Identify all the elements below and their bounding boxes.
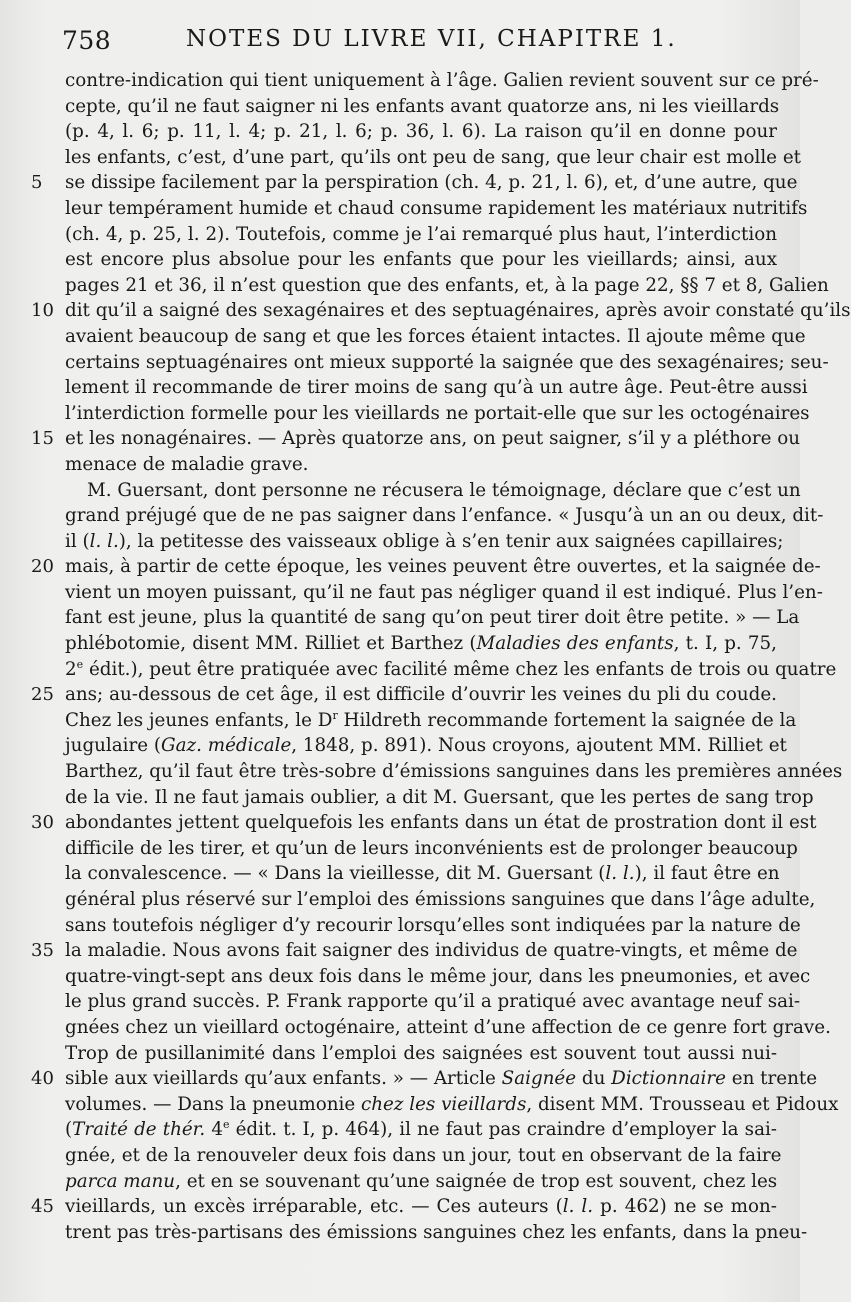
line-number: 10 <box>31 300 54 322</box>
text-line <box>31 170 798 196</box>
text-line <box>65 836 798 862</box>
text-segment: menace de maladie grave. <box>65 453 309 475</box>
text-segment: gnée, et de la renouveler deux fois dans un jour, tout en observant de la faire <box>65 1144 782 1166</box>
text-line <box>65 733 787 759</box>
text-line <box>65 1015 831 1041</box>
line-number: 5 <box>31 172 43 194</box>
text-segment: de la vie. Il ne faut jamais oublier, a dit M. Guersant, que les pertes de sang trop <box>65 786 814 808</box>
text-segment: édit.), peut être pratiquée avec facilité même chez les enfants de trois ou quatre <box>83 658 837 680</box>
text-segment: , et en se souvenant qu’une saignée de trop est souvent, chez les <box>175 1170 778 1192</box>
text-segment: p. 462) ne se mon- <box>593 1196 777 1218</box>
text-segment: , 1848, p. 891). Nous croyons, ajoutent MM. Rilliet et <box>291 735 787 757</box>
line-number: 40 <box>31 1068 54 1090</box>
text-segment: est encore plus absolue pour les enfants que pour les vieillards; ainsi, aux <box>65 249 777 271</box>
line-number: 30 <box>31 812 54 834</box>
italic-text-segment: Traité de thér. <box>72 1119 206 1141</box>
text-segment: édit. t. I, p. 464), il ne faut pas craindre d’employer la sai- <box>229 1119 777 1141</box>
notes-body-text <box>31 68 851 1245</box>
text-line <box>65 913 801 939</box>
text-line <box>65 964 811 990</box>
text-segment: Barthez, qu’il faut être très-sobre d’émissions sanguines dans les premières années <box>65 761 843 783</box>
text-segment: jugulaire ( <box>65 735 162 757</box>
italic-text-segment: Saignée <box>501 1068 577 1090</box>
text-segment: ans; au-dessous de cet âge, il est difficile d’ouvrir les veines du pli du coude. <box>65 684 777 706</box>
text-segment: , t. I, p. 75, <box>673 633 777 655</box>
text-segment: cepte, qu’il ne faut saigner ni les enfants avant quatorze ans, ni les vieillards <box>65 95 780 117</box>
text-segment: mais, à partir de cette époque, les veines peuvent être ouvertes, et la saignée de- <box>65 556 821 578</box>
text-segment: la maladie. Nous avons fait saigner des individus de quatre-vingts, et même de <box>65 940 798 962</box>
text-line <box>65 1143 782 1169</box>
text-line <box>65 657 837 683</box>
text-line <box>65 529 784 555</box>
text-line <box>31 810 817 836</box>
text-segment: volumes. — Dans la pneumonie <box>65 1093 361 1115</box>
text-line <box>65 247 777 273</box>
text-line <box>65 196 808 222</box>
text-line <box>65 401 810 427</box>
text-line <box>65 1169 777 1195</box>
text-line <box>31 938 798 964</box>
text-segment: sans toutefois négliger d’y recourir lorsqu’elles sont indiquées par la nature de <box>65 914 801 936</box>
text-segment: la convalescence. — « Dans la vieillesse, dit M. Guersant ( <box>65 863 606 885</box>
text-line <box>65 478 801 504</box>
line-number: 25 <box>31 684 54 706</box>
text-segment: et les nonagénaires. — Après quatorze ans, on peut saigner, s’il y a pléthore ou <box>65 428 801 450</box>
text-segment: ( <box>65 1119 73 1141</box>
text-line <box>65 861 780 887</box>
text-segment: vieillards, un excès irréparable, etc. — Ces auteurs ( <box>65 1196 563 1218</box>
text-line <box>65 887 816 913</box>
text-line <box>65 145 801 171</box>
text-segment: du <box>576 1068 612 1090</box>
line-number: 45 <box>31 1196 54 1218</box>
text-segment: grand préjugé que de ne pas saigner dans l’enfance. « Jusqu’à un an ou deux, dit- <box>65 505 824 527</box>
text-line <box>31 426 801 452</box>
italic-text-segment: chez les vieillards <box>360 1093 527 1115</box>
text-line <box>65 989 801 1015</box>
text-segment: difficile de les tirer, et qu’un de leurs inconvénients est de prolonger beaucoup <box>65 837 798 859</box>
text-line <box>65 1117 777 1143</box>
text-segment: ), la petitesse des vaisseaux oblige à s’en tenir aux saignées capillaires; <box>118 530 784 552</box>
text-segment: vient un moyen puissant, qu’il ne faut pas négliger quand il est indiqué. Plus l’en- <box>65 581 823 603</box>
text-segment: quatre-vingt-sept ans deux fois dans le même jour, dans les pneumonies, et avec <box>65 965 811 987</box>
text-line <box>65 222 777 248</box>
text-segment: certains septuagénaires ont mieux supporté la saignée que des sexagénaires; seu- <box>65 351 829 373</box>
page-number: 758 <box>62 26 112 55</box>
italic-text-segment: parca manu <box>65 1170 176 1192</box>
text-segment: (p. 4, l. 6; p. 11, l. 4; p. 21, l. 6; p. 36, l. 6). La raison qu’il en donne pour <box>65 121 777 143</box>
text-line <box>65 1092 839 1118</box>
page-header <box>62 26 760 66</box>
italic-text-segment: Dictionnaire <box>611 1068 726 1090</box>
text-line <box>31 554 821 580</box>
italic-text-segment: Maladies des enfants <box>476 633 674 655</box>
text-line <box>31 298 851 324</box>
italic-text-segment: l. l. <box>605 863 635 885</box>
text-segment: gnées chez un vieillard octogénaire, atteint d’une affection de ce genre fort grave. <box>65 1016 831 1038</box>
superscript: e <box>222 1118 230 1132</box>
text-line <box>65 452 777 478</box>
text-line <box>31 682 777 708</box>
text-segment: phlébotomie, disent MM. Rilliet et Barthez ( <box>65 633 477 655</box>
text-line <box>65 119 777 145</box>
text-line <box>65 273 829 299</box>
italic-text-segment: Gaz. médicale <box>161 735 292 757</box>
text-segment: 4 <box>205 1119 223 1141</box>
text-segment: leur tempérament humide et chaud consume rapidement les matériaux nutritifs <box>65 197 808 219</box>
text-segment: se dissipe facilement par la perspiration (ch. 4, p. 21, l. 6), et, d’une autre, que <box>65 172 798 194</box>
text-line <box>65 375 808 401</box>
text-segment: il ( <box>65 530 90 552</box>
text-segment: abondantes jettent quelquefois les enfants dans un état de prostration dont il est <box>65 812 817 834</box>
text-segment: fant est jeune, plus la quantité de sang qu’on peut tirer doit être petite. » — La <box>65 607 800 629</box>
line-number: 20 <box>31 556 54 578</box>
text-segment: pages 21 et 36, il n’est question que des enfants, et, à la page 22, §§ 7 et 8, Galien <box>65 274 829 296</box>
text-segment: lement il recommande de tirer moins de sang qu’à un autre âge. Peut-être aussi <box>65 377 808 399</box>
text-segment: M. Guersant, dont personne ne récusera le témoignage, déclare que c’est un <box>87 479 801 501</box>
text-line <box>65 605 800 631</box>
text-line <box>65 1220 808 1246</box>
text-line <box>65 1041 777 1067</box>
text-segment: en trente <box>725 1068 818 1090</box>
text-line <box>65 759 843 785</box>
text-segment: général plus réservé sur l’emploi des émissions sanguines que dans l’âge adulte, <box>65 889 816 910</box>
italic-text-segment: l. l. <box>562 1196 594 1218</box>
text-segment: (ch. 4, p. 25, l. 2). Toutefois, comme je l’ai remarqué plus haut, l’interdiction <box>65 223 777 245</box>
text-segment: 2 <box>65 658 77 680</box>
text-line <box>31 1066 818 1092</box>
text-segment: , disent MM. Trousseau et Pidoux <box>526 1093 839 1115</box>
running-title: NOTES DU LIVRE VII, CHAPITRE 1. <box>186 26 677 52</box>
text-segment: Hildreth recommande fortement la saignée de la <box>337 709 797 731</box>
text-segment: Chez les jeunes enfants, le D <box>65 709 333 731</box>
text-segment: sible aux vieillards qu’aux enfants. » — Article <box>65 1068 502 1090</box>
text-segment: contre-indication qui tient uniquement à l’âge. Galien revient souvent sur ce pré- <box>65 70 819 91</box>
text-line <box>65 631 777 657</box>
text-line <box>65 580 823 606</box>
text-line <box>65 94 780 120</box>
text-segment: trent pas très-partisans des émissions sanguines chez les enfants, dans la pneu- <box>65 1221 808 1243</box>
text-segment: l’interdiction formelle pour les vieillards ne portait-elle que sur les octogénaires <box>65 402 810 424</box>
text-segment: ), il faut être en <box>634 863 780 885</box>
text-segment: le plus grand succès. P. Frank rapporte qu’il a pratiqué avec avantage neuf sai- <box>65 991 801 1013</box>
superscript: r <box>332 708 338 722</box>
superscript: e <box>76 657 84 671</box>
italic-text-segment: l. l. <box>89 530 119 552</box>
text-line <box>65 785 814 811</box>
line-number: 35 <box>31 940 54 962</box>
text-segment: Trop de pusillanimité dans l’emploi des saignées est souvent tout aussi nui- <box>65 1042 777 1064</box>
text-segment: dit qu’il a saigné des sexagénaires et des septuagénaires, après avoir constaté qu’ils <box>65 300 851 322</box>
text-line <box>65 708 797 734</box>
text-segment: les enfants, c’est, d’une part, qu’ils ont peu de sang, que leur chair est molle et <box>65 146 801 168</box>
text-line <box>65 324 806 350</box>
text-line <box>65 350 829 376</box>
text-line <box>65 68 819 94</box>
line-number: 15 <box>31 428 54 450</box>
text-segment: avaient beaucoup de sang et que les forces étaient intactes. Il ajoute même que <box>65 325 806 347</box>
text-line <box>65 503 824 529</box>
text-line <box>31 1194 777 1220</box>
